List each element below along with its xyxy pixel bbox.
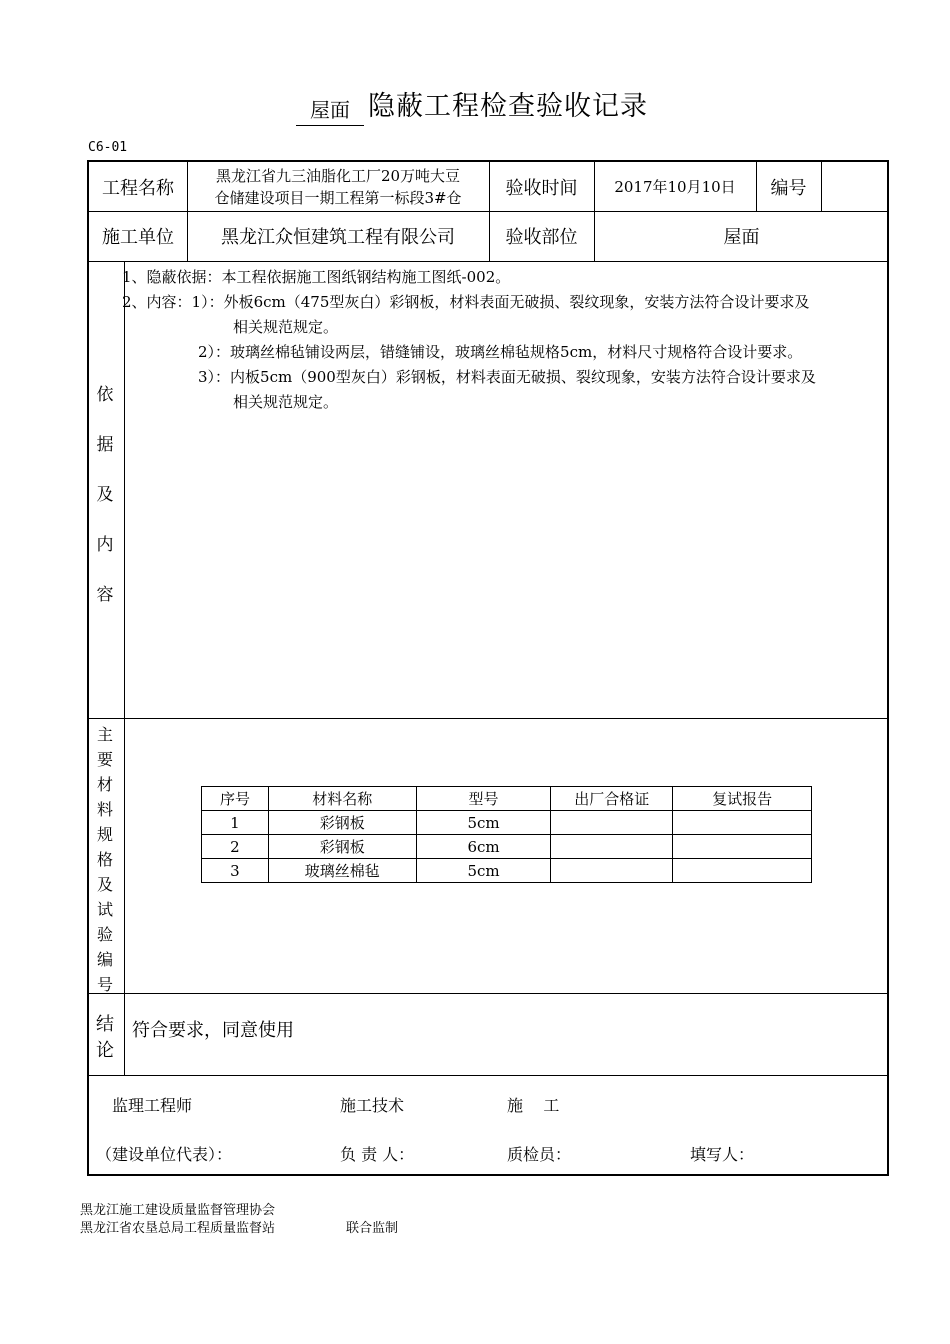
col-header-certificate: 出厂合格证 [551, 787, 673, 811]
basis-side-label-3: 内 [96, 535, 114, 555]
materials-side-label: 试 [96, 900, 113, 919]
accept-time-value: 2017年10月10日 [614, 178, 736, 196]
materials-side-label: 主 [96, 725, 113, 744]
row-divider [89, 261, 889, 262]
basis-line: 1、隐蔽依据：本工程依据施工图纸钢结构施工图纸-002。 [122, 268, 511, 286]
footer-joint: 联合监制 [346, 1221, 399, 1236]
table-cell [551, 859, 673, 883]
tech-label: 施工技术 [340, 1096, 405, 1115]
materials-side-label: 材 [96, 775, 113, 794]
table-cell [673, 835, 812, 859]
materials-side-label: 号 [96, 975, 113, 994]
conclusion-side-label: 结 [96, 1014, 114, 1035]
basis-side-label-0: 依 [96, 385, 114, 405]
supervisor-rep-label: （建设单位代表）： [96, 1145, 233, 1164]
col-header-retest: 复试报告 [673, 787, 812, 811]
materials-side-label: 验 [96, 925, 113, 944]
materials-side-label: 料 [96, 800, 113, 819]
table-cell: 玻璃丝棉毡 [268, 859, 416, 883]
basis-line: 3）：内板5cm（900型灰白）彩钢板，材料表面无破损、裂纹现象，安装方法符合设计要求及 [198, 368, 816, 386]
supervisor-label: 监理工程师 [112, 1096, 193, 1115]
contractor-value: 黑龙江众恒建筑工程有限公司 [221, 227, 455, 248]
project-name-line2: 仓储建设项目一期工程第一标段3#仓 [214, 188, 462, 207]
basis-side-label-4: 容 [96, 585, 114, 605]
materials-side-label: 要 [96, 750, 113, 769]
basis-line: 2、内容：1）：外板6cm（475型灰白）彩钢板，材料表面无破损、裂纹现象，安装方法符合设计要求及 [122, 293, 810, 311]
page-title: 隐蔽工程检查验收记录 [368, 91, 648, 122]
basis-side-label-1: 据 [96, 435, 114, 455]
table-cell [673, 811, 812, 835]
materials-side-label: 编 [96, 950, 113, 969]
table-row [202, 859, 812, 883]
row-divider [89, 718, 889, 719]
form-code: C6-01 [88, 140, 128, 155]
footer-org-2: 黑龙江省农垦总局工程质量监督站 [80, 1221, 276, 1236]
accept-part-value: 屋面 [723, 227, 760, 248]
table-header-row [202, 787, 812, 811]
table-cell: 3 [202, 859, 269, 883]
accept-part-label: 验收部位 [505, 227, 578, 248]
table-cell: 5cm [416, 859, 551, 883]
tech-owner-label: 负 责 人： [340, 1145, 415, 1164]
number-value [821, 162, 889, 211]
materials-side-label: 及 [96, 875, 113, 894]
table-row [202, 811, 812, 835]
table-cell: 6cm [416, 835, 551, 859]
table-cell: 5cm [416, 811, 551, 835]
construct-label: 施 工 [507, 1096, 560, 1115]
basis-side-label-2: 及 [96, 485, 114, 505]
filler-label: 填写人： [690, 1145, 755, 1164]
row-divider [89, 1075, 889, 1076]
table-cell: 2 [202, 835, 269, 859]
project-name-value [187, 162, 489, 211]
table-cell: 1 [202, 811, 269, 835]
materials-side-label: 规 [96, 825, 113, 844]
basis-line: 相关规范规定。 [233, 318, 339, 336]
footer-org-1: 黑龙江施工建设质量监督管理协会 [80, 1203, 276, 1218]
col-header-material: 材料名称 [268, 787, 416, 811]
col-divider [124, 261, 125, 1075]
table-cell: 彩钢板 [268, 835, 416, 859]
table-cell: 彩钢板 [268, 811, 416, 835]
col-header-index: 序号 [202, 787, 269, 811]
col-header-model: 型号 [416, 787, 551, 811]
materials-side-label: 格 [96, 850, 113, 869]
table-cell [673, 859, 812, 883]
number-label: 编号 [770, 177, 807, 199]
conclusion-value: 符合要求，同意使用 [132, 1020, 294, 1041]
inspector-label: 质检员： [507, 1145, 572, 1164]
title-prefix: 屋面 [296, 94, 364, 126]
table-row [202, 835, 812, 859]
conclusion-side-label: 论 [96, 1040, 114, 1061]
basis-line: 相关规范规定。 [233, 393, 339, 411]
table-cell [551, 811, 673, 835]
contractor-label: 施工单位 [102, 227, 174, 248]
row-divider [89, 993, 889, 994]
basis-line: 2）：玻璃丝棉毡铺设两层，错缝铺设，玻璃丝棉毡规格5cm，材料尺寸规格符合设计要求。 [198, 343, 803, 361]
table-cell [551, 835, 673, 859]
project-name-line1: 黑龙江省九三油脂化工厂20万吨大豆 [215, 166, 461, 185]
accept-time-label: 验收时间 [505, 177, 578, 199]
project-name-label: 工程名称 [102, 177, 174, 199]
materials-table [201, 786, 812, 883]
